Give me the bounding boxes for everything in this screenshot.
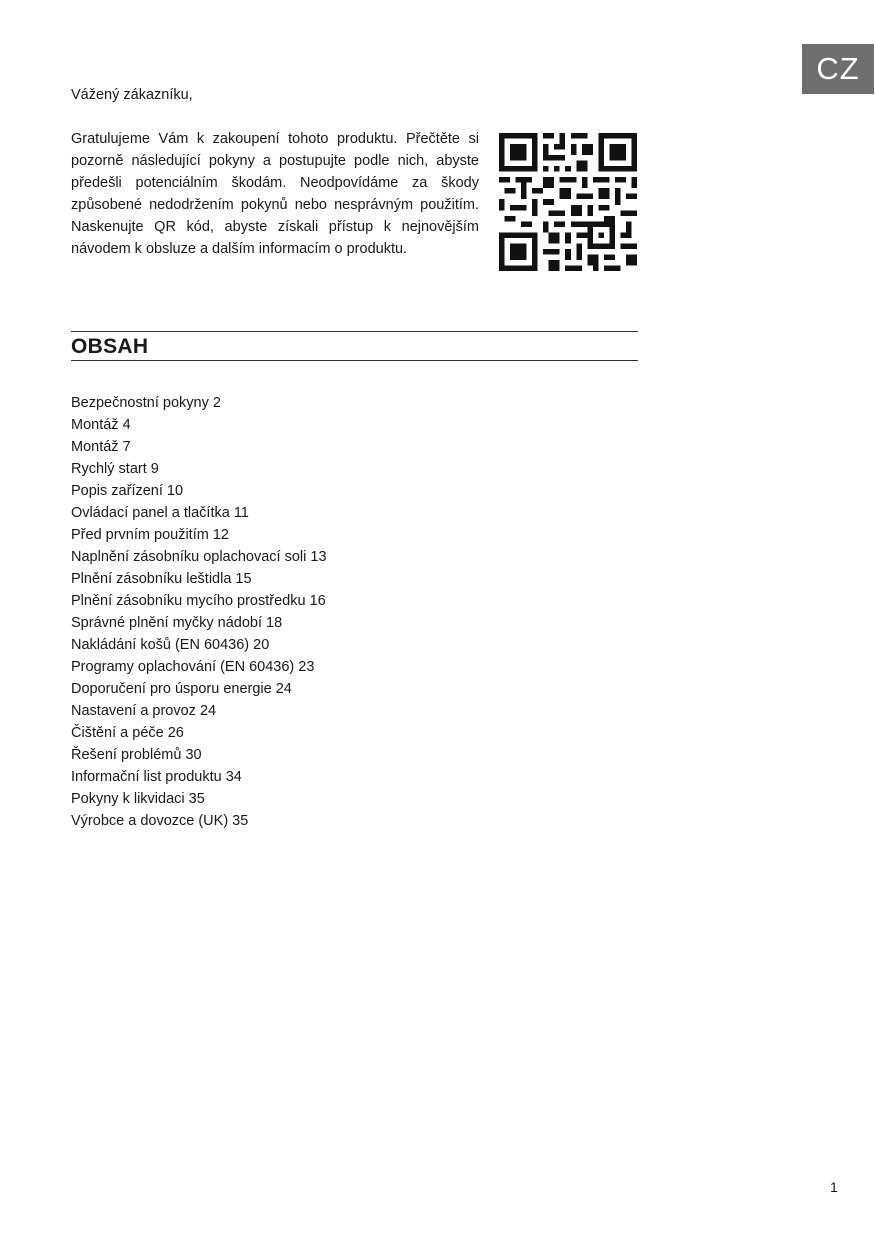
toc-item[interactable]: Pokyny k likvidaci 35 [71,791,205,807]
toc-item[interactable]: Výrobce a dovozce (UK) 35 [71,813,249,829]
toc-item[interactable]: Rychlý start 9 [71,461,159,477]
toc-item[interactable]: Montáž 7 [71,439,131,455]
language-badge: CZ [802,44,874,94]
qr-code[interactable] [499,133,637,271]
toc-top-rule [71,331,638,332]
toc-item[interactable]: Montáž 4 [71,417,131,433]
toc-item[interactable]: Ovládací panel a tlačítka 11 [71,505,249,521]
toc-item[interactable]: Plnění zásobníku leštidla 15 [71,571,252,587]
toc-item[interactable]: Doporučení pro úsporu energie 24 [71,681,292,697]
toc-item[interactable]: Čištění a péče 26 [71,725,184,741]
toc-bottom-rule [71,360,638,361]
toc-item[interactable]: Informační list produktu 34 [71,769,242,785]
toc-item[interactable]: Správné plnění myčky nádobí 18 [71,615,283,631]
toc-item[interactable]: Řešení problémů 30 [71,747,202,763]
toc-title: OBSAH [71,335,149,358]
greeting: Vážený zákazníku, [71,87,193,103]
toc-item[interactable]: Popis zařízení 10 [71,483,184,499]
toc-item[interactable]: Programy oplachování (EN 60436) 23 [71,659,315,675]
toc-item[interactable]: Nastavení a provoz 24 [71,703,217,719]
toc-item[interactable]: Bezpečnostní pokyny 2 [71,395,221,411]
page-number: 1 [830,1179,838,1195]
toc-item[interactable]: Nakládání košů (EN 60436) 20 [71,637,270,653]
toc-item[interactable]: Před prvním použitím 12 [71,527,229,543]
toc-item[interactable]: Plnění zásobníku mycího prostředku 16 [71,593,326,609]
toc-item[interactable]: Naplnění zásobníku oplachovací soli 13 [71,549,327,565]
intro-paragraph: Gratulujeme Vám k zakoupení tohoto produktu. Přečtěte si pozorně následující pokyny a postupujte podle nich, abyste předešli potenciálním škodám. Neodpovídáme za škody způsobené nedodržením pokynů nebo nesprávným použitím. Naskenujte QR kód, abyste získali přístup k nejnovějším návodem k obsluze a dalším informacím o produktu. [71,131,479,257]
toc-list [71,392,327,832]
